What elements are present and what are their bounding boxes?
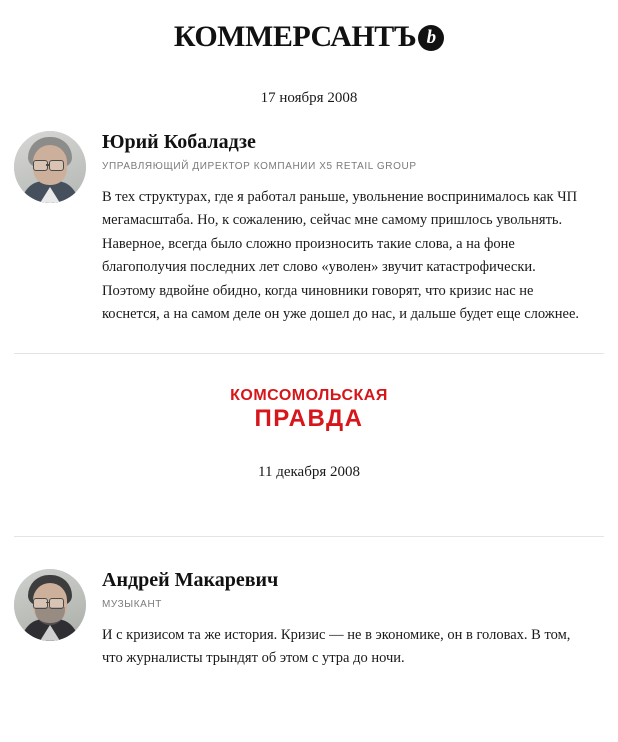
kp-logo-line1: КОМСОМОЛЬСКАЯ <box>230 386 388 404</box>
quote-text: И с кризисом та же история. Кризис — не в экономике, он в головах. В том, что журналисты трындят об этом с утра до ночи. <box>102 626 571 667</box>
glasses-left-icon <box>33 598 48 609</box>
avatar-wrap-1 <box>14 129 86 203</box>
publication-date-1: 17 ноября 2008 <box>260 90 358 106</box>
kommersant-logo-text: КОММЕРСАНТЪ <box>173 20 417 53</box>
kommersant-logo <box>174 22 444 52</box>
avatar <box>14 569 86 641</box>
glasses-bridge-icon <box>46 164 49 166</box>
glasses-right-icon <box>49 160 64 171</box>
kommersant-masthead <box>0 0 618 52</box>
section-divider-2 <box>14 536 604 537</box>
avatar-wrap-2 <box>14 567 86 641</box>
quote-body-1 <box>86 129 598 327</box>
quote-block-2 <box>0 567 618 671</box>
person-name: Андрей Макаревич <box>102 568 279 591</box>
kp-logo-line2: ПРАВДА <box>254 404 364 432</box>
quote-text: В тех структурах, где я работал раньше, увольнение воспринималось как ЧП мегамасштаба. Но, к сожалению, сейчас мне самому пришлось увольнять. Наверное, всегда было сложно произносить такие слова, а на фоне благополучия последних лет слово «уволен» звучит катастрофически. Поэтому вдвойне обидно, когда чиновники говорят, что кризис нас не коснется, а на самом деле он уже дошел до нас, и дальше будет еще сложнее. <box>102 189 580 323</box>
person-role: УПРАВЛЯЮЩИЙ ДИРЕКТОР КОМПАНИИ X5 RETAIL GROUP <box>102 161 417 172</box>
person-name: Юрий Кобаладзе <box>102 131 256 153</box>
portrait-illustration-2 <box>14 569 86 641</box>
glasses-left-icon <box>33 160 48 171</box>
quote-body-2 <box>86 567 598 671</box>
avatar <box>14 131 86 203</box>
glasses-bridge-icon <box>46 602 49 604</box>
kommersant-emblem-icon: b <box>418 25 444 51</box>
komsomolskaya-pravda-masthead <box>0 354 618 431</box>
publication-date-2: 11 декабря 2008 <box>258 463 360 480</box>
glasses-right-icon <box>49 598 64 609</box>
quote-block-1 <box>0 129 618 327</box>
portrait-illustration-1 <box>14 131 86 203</box>
person-role: МУЗЫКАНТ <box>102 598 162 610</box>
